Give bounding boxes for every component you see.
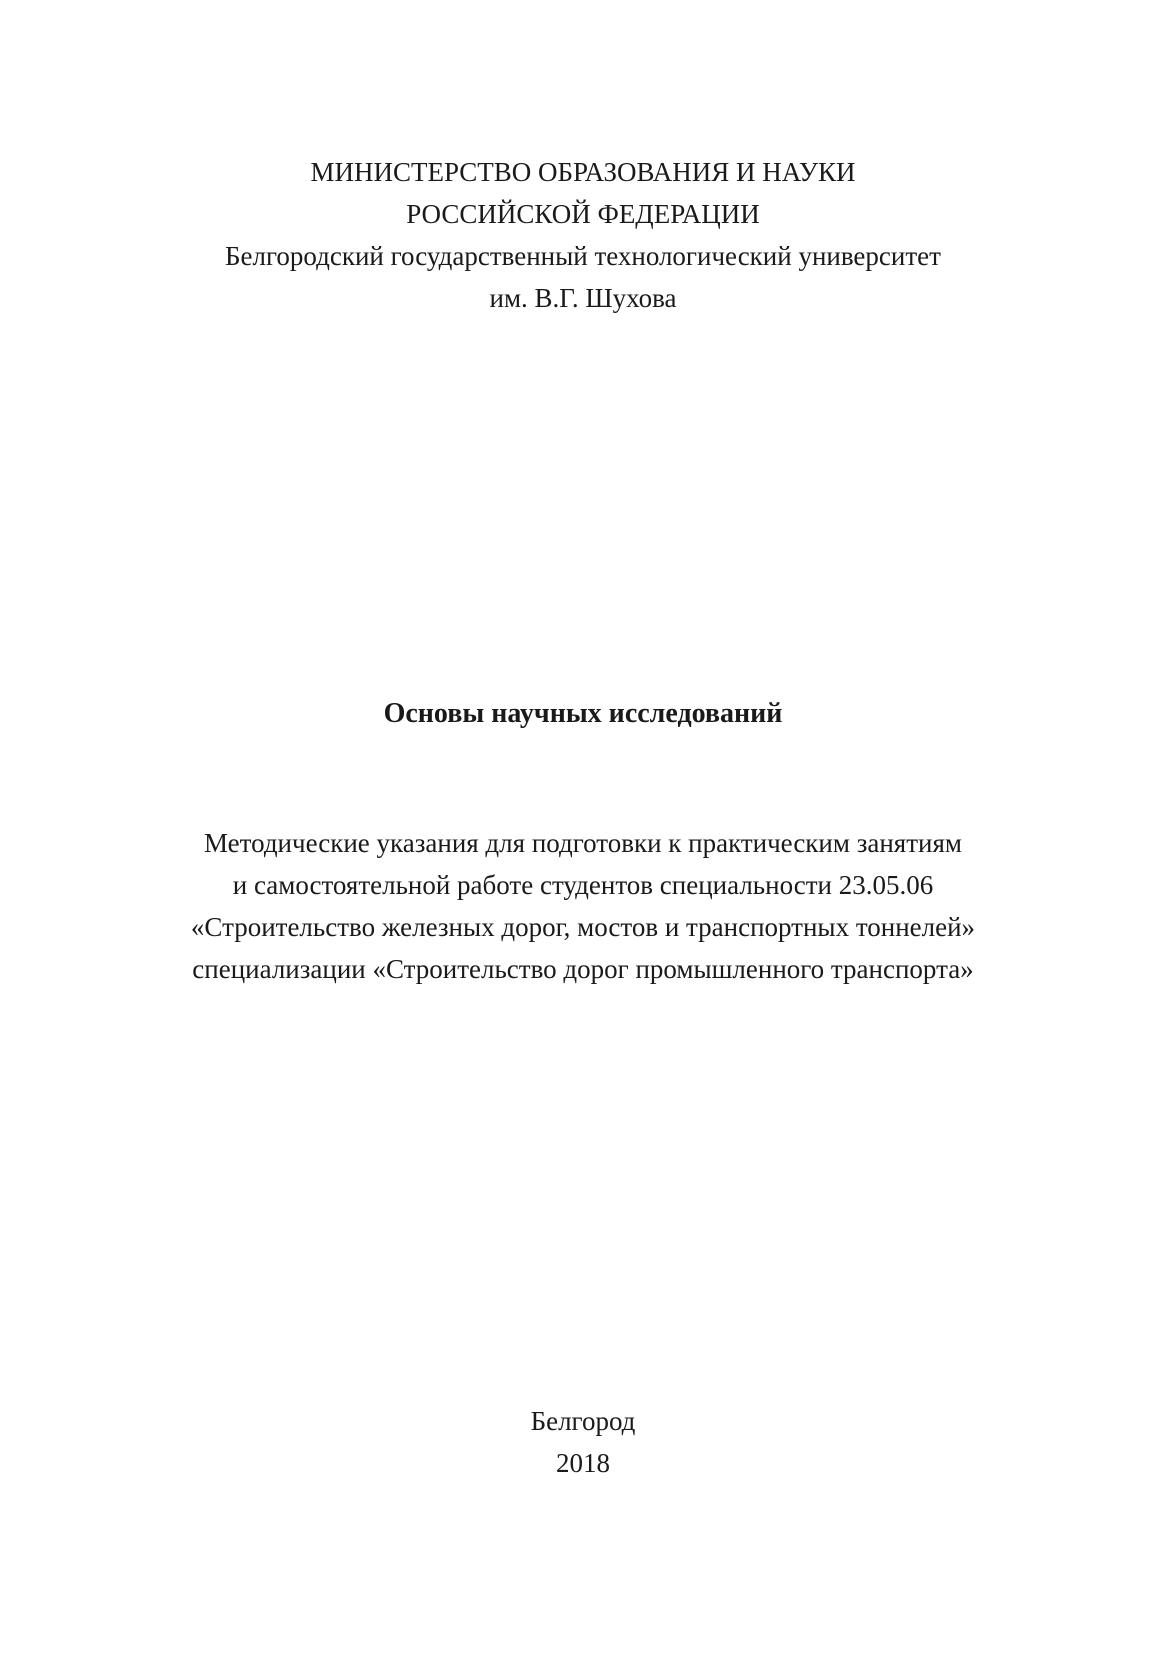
ministry-line-2: РОССИЙСКОЙ ФЕДЕРАЦИИ: [406, 199, 760, 229]
institution-header: [0, 151, 1166, 319]
description-line-4: специализации «Строительство дорог промышленного транспорта»: [192, 954, 974, 984]
ministry-line-1: МИНИСТЕРСТВО ОБРАЗОВАНИЯ И НАУКИ: [310, 157, 856, 187]
year: 2018: [556, 1448, 610, 1478]
document-title-block: [0, 693, 1166, 735]
imprint-footer: [0, 1400, 1166, 1484]
description-line-1: Методические указания для подготовки к практическим занятиям: [204, 828, 962, 858]
document-description: [0, 822, 1166, 990]
university-line-1: Белгородский государственный технологический университет: [225, 241, 941, 271]
description-line-2: и самостоятельной работе студентов специальности 23.05.06: [232, 870, 934, 900]
university-line-2: им. В.Г. Шухова: [489, 283, 677, 313]
document-title: Основы научных исследований: [383, 698, 783, 729]
description-line-3: «Строительство железных дорог, мостов и транспортных тоннелей»: [190, 912, 976, 942]
city: Белгород: [530, 1406, 636, 1436]
